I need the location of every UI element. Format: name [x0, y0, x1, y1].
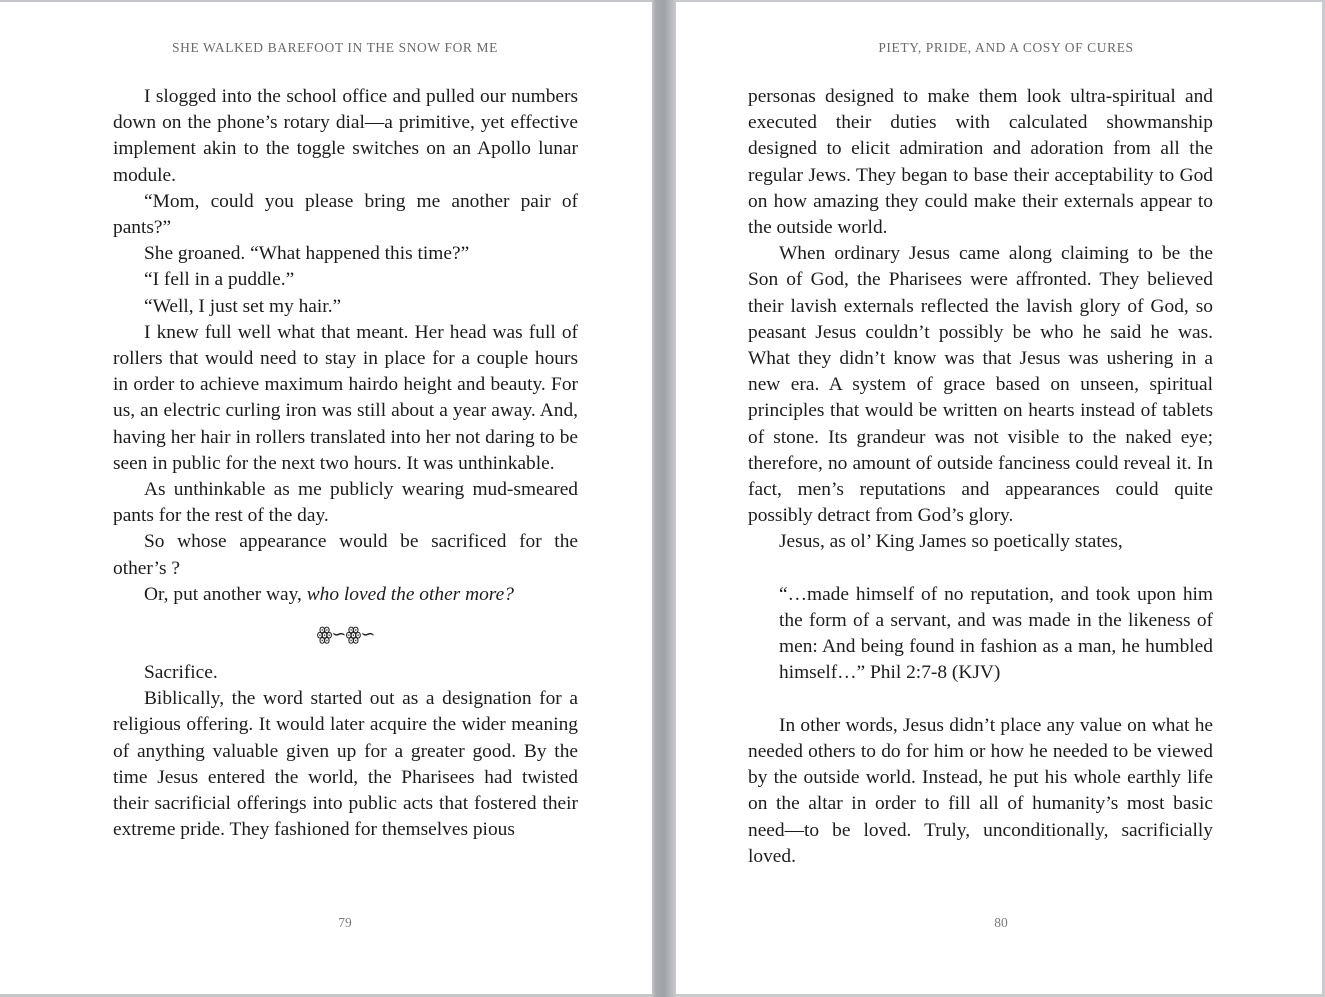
section-break-ornament: ꙮ∽ꙮ∽ — [316, 624, 375, 645]
paragraph: She groaned. “What happened this time?” — [144, 243, 470, 265]
paragraph: As unthinkable as me publicly wearing mud-smeared pants for the rest of the day. — [113, 479, 578, 527]
running-head-left: SHE WALKED BAREFOOT IN THE SNOW FOR ME — [172, 40, 498, 55]
paragraph: I knew full well what that meant. Her head was full of rollers that would need to stay in place for a couple hours in order to achieve maximum hairdo height and beauty. For us, an electric curling iron was still about a year away. And, having her hair in rollers translated into her not daring to be seen in public for the next two hours. It was unthinkable. — [113, 321, 578, 474]
paragraph: “Well, I just set my hair.” — [144, 295, 342, 317]
paragraph-with-italic — [113, 582, 578, 608]
paragraph-text: Or, put another way, — [144, 583, 307, 605]
scripture-quote — [779, 582, 1213, 687]
paragraph: So whose appearance would be sacrificed for the other’s ? — [113, 531, 578, 579]
left-page-body — [113, 84, 578, 843]
quote-text: “…made himself of no reputation, and took upon him the form of a servant, and was made in the likeness of men: And being found in fashion as a man, he humbled himself…” Phil 2:7-8 (KJV) — [779, 583, 1213, 684]
right-page — [676, 2, 1322, 994]
page-number-right: 80 — [994, 915, 1008, 930]
paragraph: In other words, Jesus didn’t place any value on what he needed others to do for him or how he needed to be viewed by the outside world. Instead, he put his whole earthly life on the altar in order to fill all of humanity’s most basic need—to be loved. Truly, unconditionally, sacrificially loved. — [748, 714, 1213, 867]
paragraph: When ordinary Jesus came along claiming to be the Son of God, the Pharisees were affronted. They believed their lavish externals reflected the lavish glory of God, so peasant Jesus couldn’t possibly be who he said he was. What they didn’t know was that Jesus was ushering in a new era. A system of grace based on unseen, spiritual principles that would be written on hearts instead of tablets of stone. Its grandeur was not visible to the naked eye; therefore, no amount of outside fanciness could reveal it. In fact, men’s reputations and appearances could quite possibly detract from God’s glory. — [748, 243, 1213, 527]
paragraph: Sacrifice. — [144, 662, 218, 684]
left-page — [0, 2, 652, 994]
continued-paragraph: personas designed to make them look ultra-spiritual and executed their duties with calculated showmanship designed to elicit admiration and adoration from all the regular Jews. They began to base their acceptability to God on how amazing they could make their externals appear to the outside world. — [748, 86, 1213, 239]
page-number-left: 79 — [338, 915, 352, 930]
running-head-right: PIETY, PRIDE, AND A COSY OF CURES — [878, 40, 1134, 55]
paragraph: “I fell in a puddle.” — [144, 269, 295, 291]
paragraph: Jesus, as ol’ King James so poetically states, — [779, 531, 1123, 553]
italic-question: who loved the other more? — [306, 583, 514, 605]
paragraph: I slogged into the school office and pulled our numbers down on the phone’s rotary dial—a primitive, yet effective implement akin to the toggle switches on an Apollo lunar module. — [113, 86, 578, 186]
right-page-body — [748, 84, 1213, 870]
paragraph: Biblically, the word started out as a designation for a religious offering. It would later acquire the wider meaning of anything valuable given up for a greater good. By the time Jesus entered the world, the Pharisees had twisted their sacrificial offerings into public acts that fostered their extreme pride. They fashioned for themselves pious — [113, 688, 578, 841]
paragraph: “Mom, could you please bring me another pair of pants?” — [113, 190, 578, 239]
